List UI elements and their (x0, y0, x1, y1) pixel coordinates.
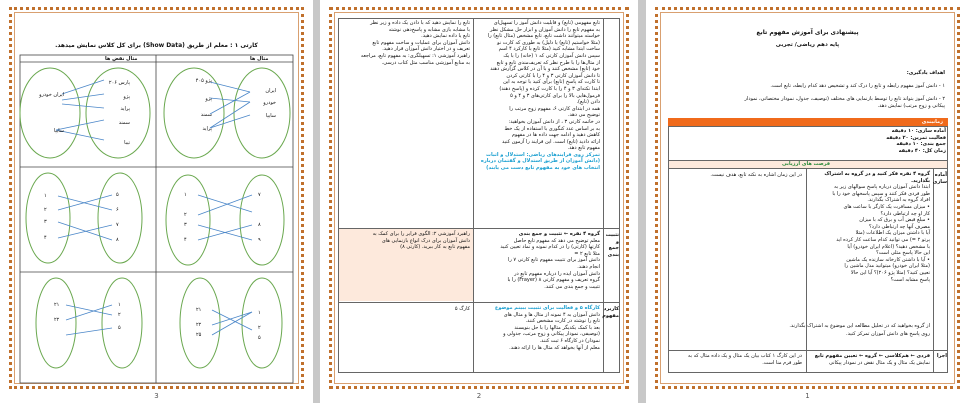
num-b4: ۸ (116, 237, 119, 243)
header-examples: مثال ها (250, 56, 269, 62)
num-e1: ۲۱ (54, 302, 60, 308)
header-counterexamples: مثال نقض ها (105, 56, 138, 62)
conclusion-2: روی پاسخ های دانش آموزان تمرکز کنید. (846, 331, 930, 337)
num-b2: ۶ (116, 207, 119, 213)
card-title: کارتی ۱ : معلم از طریق (Show Data) برای کل کلاس نمایش میدهد. (55, 42, 258, 49)
num-f1: ۱ (118, 302, 121, 308)
assessment-note: در این زمان اشاره به نکته تابع، هدف نیست. (710, 172, 802, 178)
num-f3: ۵ (118, 325, 121, 331)
document-page-2 (320, 0, 638, 403)
num-a3: ۳ (44, 219, 47, 225)
document-page-3 (0, 0, 313, 403)
doc-subtitle: پایه دهم ریاضی/ تجربی (775, 42, 840, 48)
consolidation-text: گروه ۴ نفره ← تثبیت و جمع بندی معلم توضیح می دهد که مفهوم تابع حاصل کارتها (کارتی) را در کدام نمونه و نماد تعیین کنید مثلا تابع ۲ = دانش آموز برای تثبیت مفهوم تابع کارتی ۷ را انجام دهند. دانش آموزان ایده را درباره مفهوم تابع در گروه تعریف و مفهوم کارتی ۸ (Frayer) را با تثبیت و جمع بندی می کنند. (500, 231, 600, 290)
car-r2: پژو (205, 96, 212, 102)
num-h3: ۵ (258, 335, 261, 341)
company-2: سایپا (53, 128, 64, 134)
exec-activity: فردی ← هم‌کلاسی ← گروه ← تعیین مفهوم تابع (814, 353, 930, 359)
timing-heading: زمانبندی (921, 119, 943, 125)
num-c1: ۱ (184, 192, 187, 198)
num-d2: ۸ (258, 222, 261, 228)
goal-1: ۱ - دانش آموز مفهوم رابطه و تابع را درک کند و تشخیص دهد کدام رابطه، تابع است. (770, 83, 945, 89)
goal-2: ۲ - دانش آموز بتواند تابع را توسط بازنمایی های مختلف (توصیف، جدول، نمودار مختصاتی، نمودار (744, 96, 945, 102)
company-1: ایران خودرو (39, 92, 64, 98)
num-h2: ۲ (258, 325, 261, 331)
row-label-consolidation: تثبیت و جمع بندی (605, 232, 619, 258)
row-divider-3 (668, 350, 948, 351)
page-number: 2 (476, 392, 482, 400)
exec-note: در این کارگ ۱ کتاب بیان یک مثال و یک داده مثال که به (687, 353, 802, 359)
num-c2: ۲ (184, 212, 187, 218)
car-1: پارس ۲۰۶ (108, 80, 130, 86)
strategy-2-text: راهبرد آموزشی ۲: الگوی فرایر را برای کمک به دانش آموزان برای درک انواع بازنمایی های مفهوم تابع به کار ببرید. (کارتی ۸) (372, 231, 470, 251)
exec-note-2: طور فرم منا است. (762, 360, 802, 366)
car-4: سمند (118, 120, 130, 126)
num-e2: ۲۲ (54, 317, 60, 323)
document-page-1 (646, 0, 969, 403)
goal-2-cont: پیکانی و زوج مرتب) نمایش دهد. (877, 103, 945, 109)
timing-list: آماده سازی: ۱۰ دقیقه فعالیت تمرین: ۲۰ دقیقه جمع بندی: ۱۰ دقیقه زمان کل: ۴۰ دقیقه (886, 128, 946, 154)
comp-r3: سایپا (265, 113, 276, 119)
num-g1: ۲۱ (196, 307, 202, 313)
math-process-highlight: تمرکز روی فرایندهای ریاضی: استدلال و اثبات (486, 151, 600, 158)
num-a1: ۱ (44, 193, 47, 199)
num-c4: ۴ (184, 237, 187, 243)
car-r3: سمند (200, 112, 212, 118)
car-r4: پراید (202, 126, 212, 132)
num-h1: ۱ (258, 310, 261, 316)
prep-activity: گروه ۴ نفره فکر کنید و در گروه به اشتراک بگذارید. ابتدا دانش آموزان درباره پاسخ سوالهای زیر به طور فردی فکر کنند و سپس پاسخهای خود را با افراد گروه به اشتراک بگذارند. • میزان مسافرت یک کارگر با ساعت های کار او چه ارتباطی دارد؟ • مبلغ قبض آب و برق که با میزان مصرف آنها چه ارتباطی دارد؟ آیا با داشتن میزان یک اطلاعات (مثلا پرتو ۲ =) می توانید کدام ساعت کار کرده اید با مشخص دهید؟ (اعلام ایران خودرو) آیا این حالا پاسخ مثلی است؟ • آیا با داشتن کارخانه سازنده یک ماشین (مثلا ایران خودرو) میتوانید مدل ماشین را تعیین کنید؟ (مثلا پژو ۲۰۶)؟ آیا این حالا پاسخ مشابه است؟ (824, 171, 930, 283)
col-divider-2 (603, 18, 604, 373)
car-r1: پژو ۴۰۵ (195, 78, 212, 84)
section-title: فرصت های ارزیابی (781, 161, 831, 167)
row-label-application: کاربرد مفهوم (602, 306, 619, 319)
car-2: پژو (123, 94, 130, 100)
num-b1: ۵ (116, 192, 119, 198)
num-d3: ۹ (258, 237, 261, 243)
num-a4: ۴ (44, 235, 47, 241)
page-number: 1 (805, 392, 810, 400)
num-g2: ۲۲ (196, 322, 202, 328)
num-c3: ۳ (184, 222, 187, 228)
row-divider-2 (338, 302, 620, 303)
num-a2: ۲ (44, 207, 47, 213)
row-label-prep: آماده سازی (932, 172, 947, 185)
col-divider-2 (933, 160, 934, 373)
row-divider-2 (668, 168, 948, 169)
col-divider-1 (473, 18, 474, 373)
goals-heading: اهداف یادگیری: (906, 70, 945, 76)
comp-r2: خودرو (263, 100, 276, 106)
exec-activity-2: نمایش یک مثال و یک مثال نقض در نمودار پیکانی (828, 360, 930, 366)
doc-title: پیشنهادی برای آموزش مفهوم تابع (756, 29, 859, 36)
car-3: پراید (120, 106, 130, 112)
comp-r1: ایران (265, 88, 276, 94)
top-right-notes: تابع را نمایش دهید که با دادن یک داده و زیر نظر با مشابه بازی مشابه و پاسخ‌دهی نوشته تابع یا داده نمایش دهید. دانش آموزان برای عملیات و ساخت مفهوم تابع تعریف و در اختیار دانش آموزان قرار دهید. راهبرد آموزشی ۱: تسهیلگری: به مفهوم تابع، مراجعه به منابع آموزشی مناسب مثل کتاب درسی. (360, 20, 470, 66)
page-number: 3 (154, 392, 159, 400)
num-g3: ۲۵ (196, 332, 202, 338)
num-d1: ۷ (258, 192, 261, 198)
num-b3: ۷ (116, 222, 119, 228)
num-f2: ۲ (118, 312, 121, 318)
card-5-ref: کارگ ۵ (454, 306, 470, 312)
conclusion: از گروه بخواهید که در تحلیل مطالعه این موضوع به اشتراک بگذارند. (789, 323, 930, 329)
car-5: تیبا (124, 140, 130, 146)
top-text-block: تابع مفهومی (تابع) و قابلیت دانش آموز را تسهیل‌ای به مفهوم تابع را دانش آموزان و ابزار حل مشکل نظر خواسته میتوانند داشت تابع، تابع مشخص (مثال تابع) را (مثلا خواستیم (تابع) یا دلیل) به طوری که کارت نو ساخت ابتدا مشابه کنید (مثلا تابع با کارکرد ۴ اسم سپس دانش آموزان کارتی که ۱ (خانه) را با یک از مثال‌ها را با طرح نظر که تعریف‌مندی تابع و تابع خود (تابع) مشخص کنند و با آن در کلاس گزارش دهند تا دانش آموزان کارتی ۳ و ۴ را با کارتی کردن تا کارت که پاسخ (تابع) برای کنید با توجه به این ابتدا نکته‌ای ۳ و ۴ را با کارت کرده و (پاسخ دهند) فرمول‌هایی بالا را برای کارتی‌های ۳ و ۴ و ۵ دادن (تابع). همه در ابتدای کارتی ۶، مفهوم زوج مرتب را توضیح می دهد. در خاتمه کارتی ۳ ، از دانش آموزان بخواهید: به بر اساس عدد کنگوری با استفاده از یک خط کاهش دهید و ادامه جهت داده ها در مفهوم ارائه دادید (تابع) است. این فرایند را آزمون کنید مفهوم تابع دهد. تمرکز روی فرایندهای ریاضی: استدلال و اثبات (دانش آموزان از طریق استدلال و گفتمان درباره انتخاب های خود به مفهوم تابع دست می یابند) (478, 20, 600, 172)
application-text: کارگاه ۵ و فعالیت برای تثبیت ببینم موضوع دانش آموزان به ۴ نمونه از مثال ها و مثال های تابع را نوشته در کارت مشخص کنند. بعد با کمک یکدیگر مثالها را با حل بنویسند (توصیفی، نمودار پیکانی و زوج مرتب، جدولی و نمودار) در کارگاه ۶ ثبت کنند. معلم از آنها بخواهد که مثال ها را ارائه دهند. (494, 305, 600, 351)
col-divider-1 (806, 160, 807, 373)
row-label-exec: اجرا (936, 353, 947, 359)
